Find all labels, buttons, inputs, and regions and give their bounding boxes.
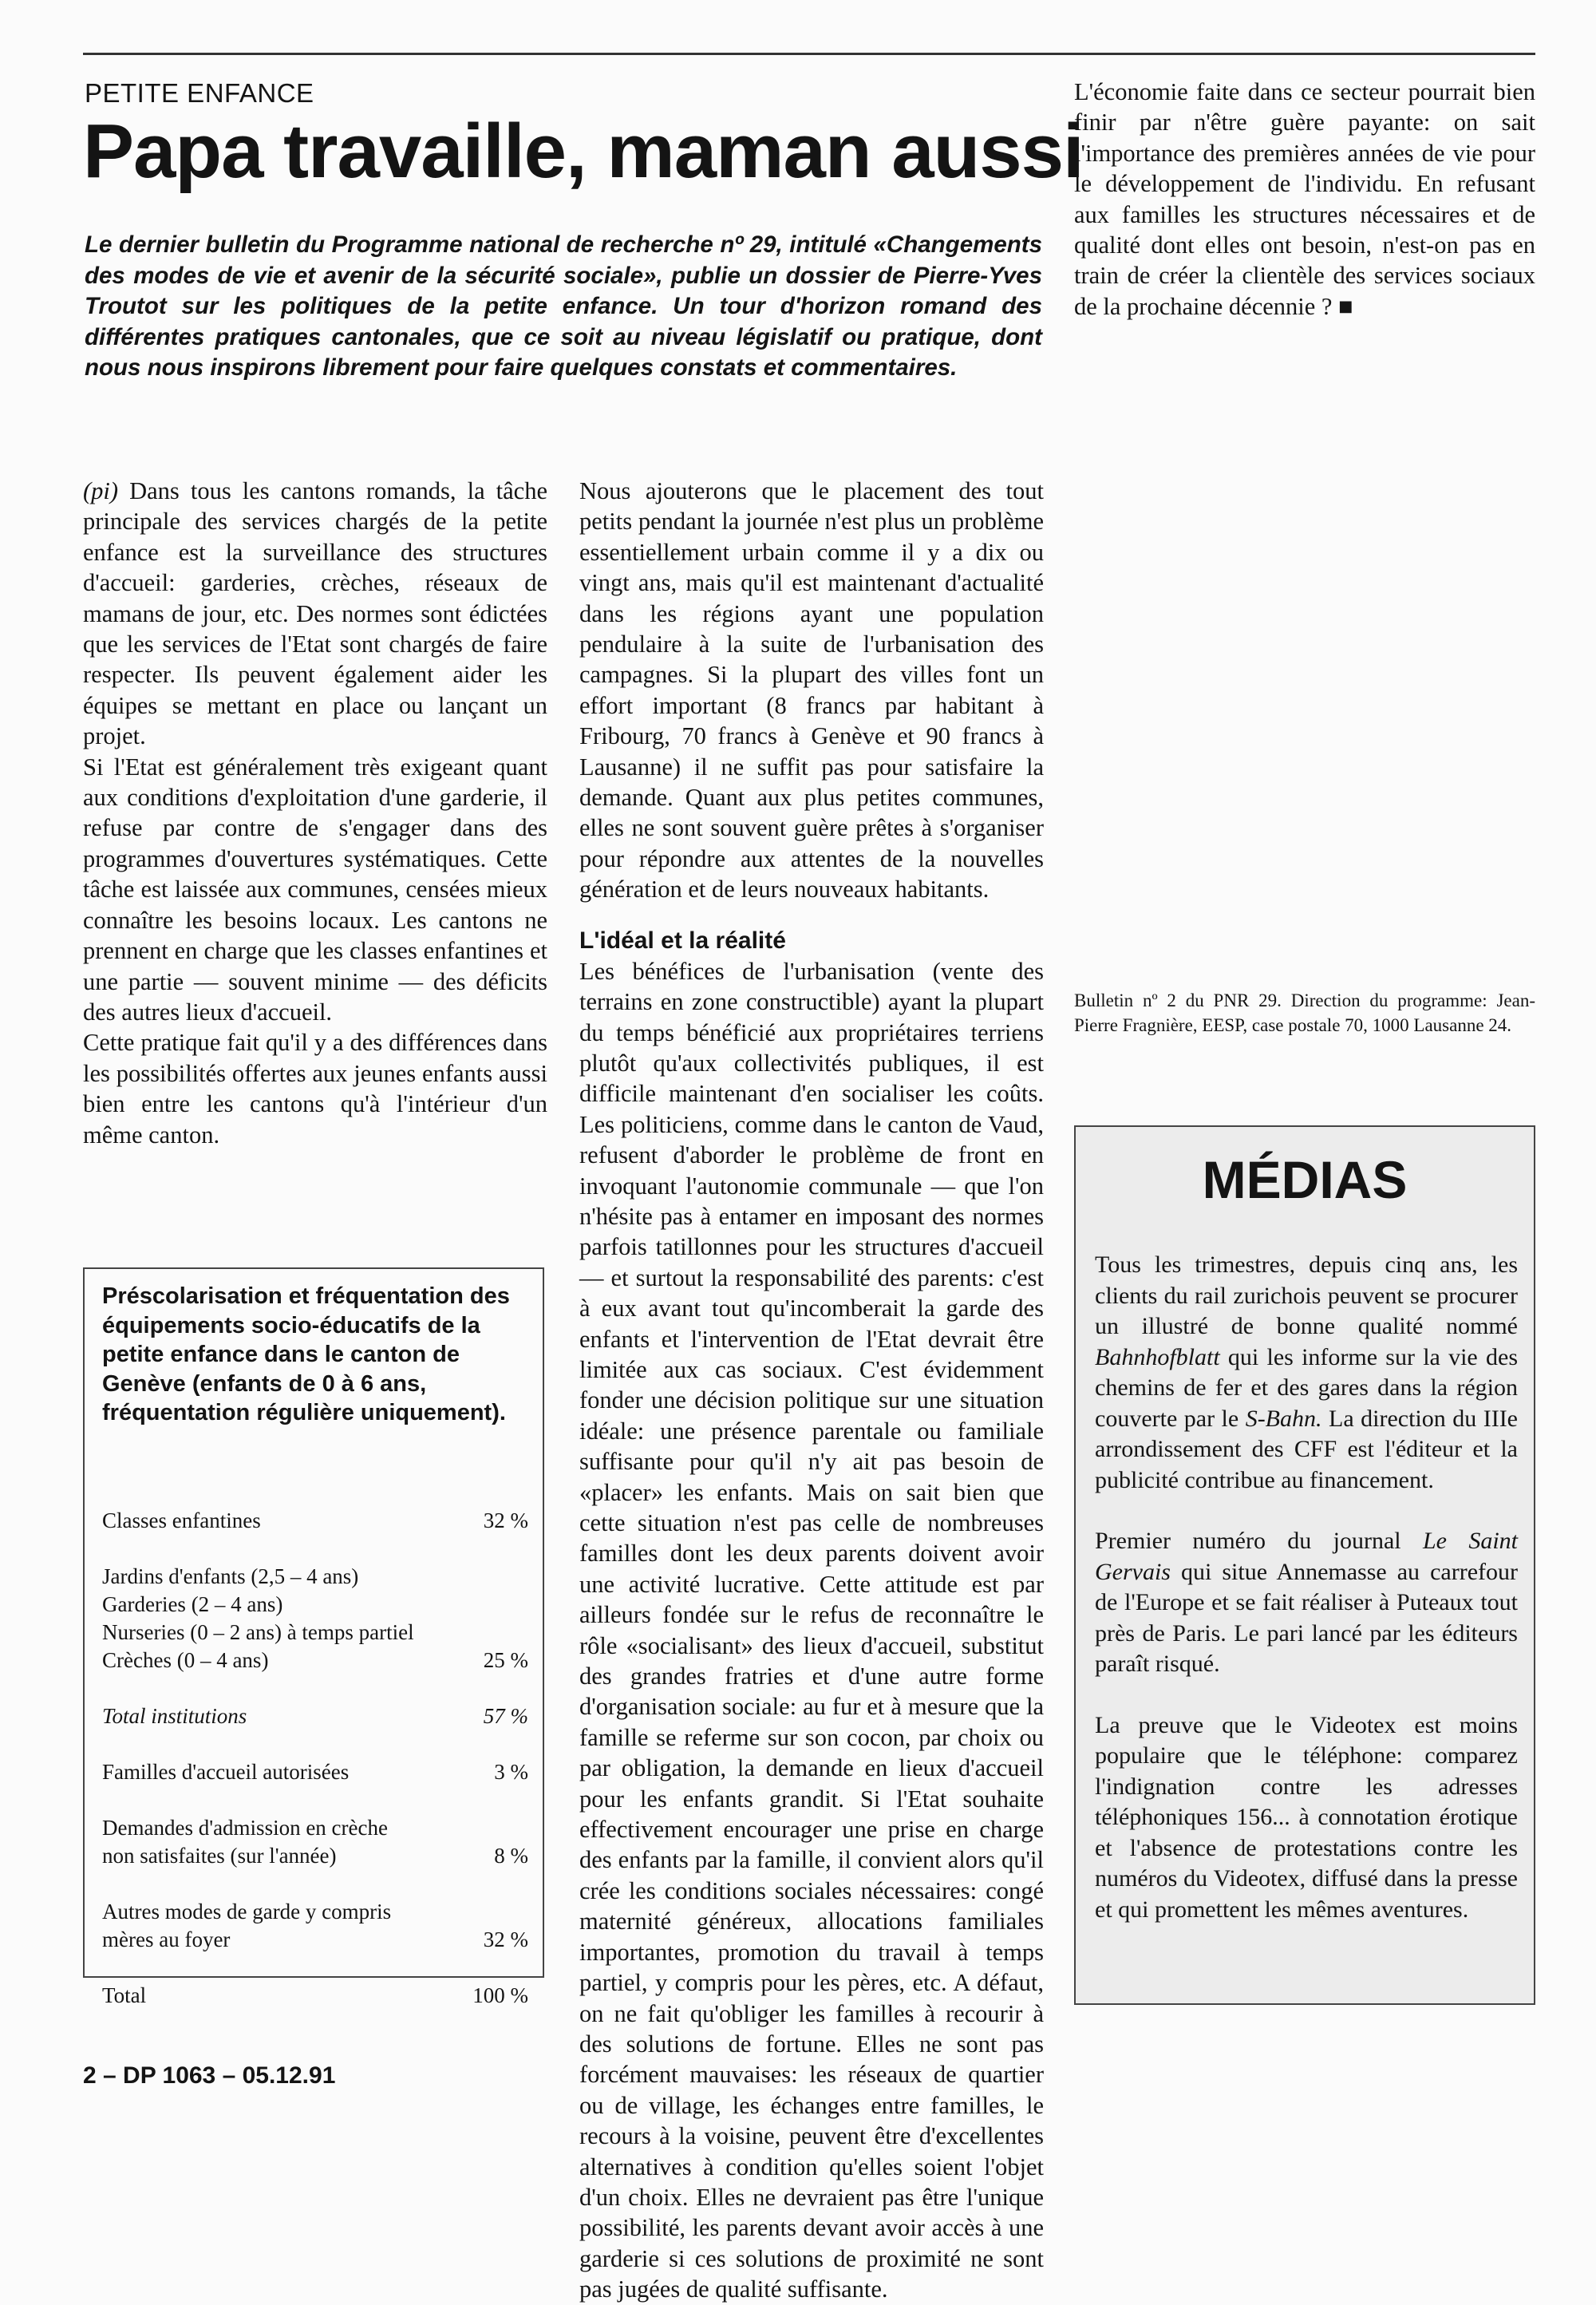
section-kicker: PETITE ENFANCE [85, 78, 314, 108]
stat-row: Classes enfantines 32 % [102, 1508, 528, 1532]
source-note: Bulletin nº 2 du PNR 29. Direction du programme: Jean-Pierre Fragnière, EESP, case postale 70, 1000 Lausanne 24. [1074, 990, 1535, 1035]
byline: (pi) [83, 477, 119, 504]
stat-row: Autres modes de garde y compris [102, 1900, 392, 1923]
medias-item-3: La preuve que le Videotex est moins populaire que le téléphone: comparez l'indignation contre les adresses téléphoniques 156... à connotation érotique et l'absence de protestations contre les numéros du Videotex, diffusé dans la presse et qui promettent les mêmes aventures. [1095, 1711, 1518, 1923]
medias-item-1: Tous les trimestres, depuis cinq ans, les clients du rail zurichois peuvent se procurer un illustré de bonne qualité nommé Bahnhofblatt qui les informe sur la vie des chemins de fer et des gares dans la région couverte par le S-Bahn. La direction du IIIe arrondissement des CFF est l'éditeur et la publicité contribue au financement. [1095, 1251, 1518, 1493]
paragraph-1: (pi) Dans tous les cantons romands, la tâche principale des services chargés de la petite enfance est la surveillance des structures d'accueil: garderies, crèches, réseaux de mamans de jour, etc. Des normes sont édictées que les services de l'Etat sont chargés de faire respecter. Ils peuvent également aider les équipes se mettant en place ou lançant un projet. [83, 477, 548, 750]
stat-row-total: Total 100 % [102, 1983, 528, 2007]
medias-item-2: Premier numéro du journal Le Saint Gervais qui situe Annemasse au carrefour de l'Europe et se fait réaliser à Puteaux tout près de Paris. Le pari lancé par les éditeurs paraît risqué. [1095, 1528, 1519, 1677]
paragraph-5: Les bénéfices de l'urbanisation (vente des terrains en zone constructible) ayant la plupart du temps bénéficié aux propriétaires terriens plutôt qu'aux collectivités publiques, il est difficile maintenant d'en socialiser les coûts. Les politiciens, comme dans le canton de Vaud, refusent d'aborder le problème de front en invoquant l'autonomie communale — que l'on n'hésite pas à entamer en imposant des normes parfois tatillonnes pour les structures d'accueil — et surtout la responsabilité des parents: c'est à eux avant tout qu'incomberait la garde des enfants et l'intervention de l'Etat devrait être limitée aux cas sociaux. C'est évidemment fonder une décision politique sur une situation idéale: une présence parentale ou familiale suffisante pour qu'il n'y ait pas besoin de «placer» les enfants. Mais on sait bien que cette situation n'est pas celle de nombreuses familles dont les deux parents doivent avoir une activité lucrative. Cette attitude est par ailleurs fondée sur le refus de reconnaître le rôle «socialisant» des lieux d'accueil, substitut des grandes fratries et d'une autre forme d'organisation sociale: au fur et à mesure que la famille se referme sur son cocon, par choix ou par obligation, la demande en lieux d'accueil pour les enfants grandit. Si l'Etat souhaite effectivement encourager une prise en charge des enfants par la famille, il convient alors qu'il crée les conditions sociales nécessaires: congé maternité généreux, allocations familiales importantes, promotion du travail à temps partiel, y compris pour les pères, etc. A défaut, on ne fait qu'obliger les familles à recourir à des solutions de fortune. Elles ne sont pas forcément mauvaises: les réseaux de quartier ou de village, les échanges entre familles, le recours à la voisine, peuvent être d'excellentes alternatives à condition qu'elles soient l'objet d'un choix. Elles ne devraient pas être l'unique possibilité, les parents devant avoir accès à une garderie si ces solutions de proximité ne sont pas jugées de qualité suffisante. [579, 957, 1044, 2303]
end-mark-icon: ■ [1338, 292, 1353, 320]
article-lead: Le dernier bulletin du Programme national de recherche nº 29, intitulé «Changements des modes de vie et avenir de la sécurité sociale», publie un dossier de Pierre-Yves Troutot sur les politiques de la petite enfance. Un tour d'horizon romand des différentes pratiques cantonales, que ce soit au niveau législatif ou pratique, dont nous nous inspirons librement pour faire quelques constats et commentaires. [85, 231, 1042, 381]
stat-row: Demandes d'admission en crèche [102, 1816, 388, 1840]
medias-box [1074, 1125, 1535, 2005]
medias-title: MÉDIAS [1202, 1150, 1408, 1209]
paragraph-6: L'économie faite dans ce secteur pourrait bien finir par n'être guère payante: on sait l'importance des premières années de vie pour le développement de l'individu. En refusant aux familles les structures nécessaires et de qualité dont elles ont besoin, n'est-on pas en train de créer la clientèle des services sociaux de la prochaine décennie ? ■ [1074, 78, 1535, 320]
top-rule [83, 53, 1535, 55]
article-headline: Papa travaille, maman aussi [83, 109, 1084, 194]
paragraph-3: Cette pratique fait qu'il y a des différences dans les possibilités offertes aux jeunes enfants aussi bien entre les cantons qu'à l'intérieur d'un même canton. [83, 1029, 547, 1149]
stat-row-subtotal: Total institutions 57 % [102, 1704, 528, 1728]
stat-row: Familles d'accueil autorisées 3 % [102, 1760, 528, 1784]
stat-row: Jardins d'enfants (2,5 – 4 ans) [102, 1564, 359, 1588]
article-column-3 [1074, 77, 1535, 322]
medias-body [1095, 1250, 1518, 1955]
page-footer: 2 – DP 1063 – 05.12.91 [83, 2062, 336, 2089]
statistics-box [83, 1267, 544, 2007]
paragraph-2: Si l'Etat est généralement très exigeant quant aux conditions d'exploitation d'une garderie, il refuse par contre de s'engager dans des programmes d'ouvertures systématiques. Cette tâche est laissée aux communes, censées mieux connaître les besoins locaux. Les cantons ne prennent en charge que les classes enfantines et une partie — souvent minime — des déficits des autres lieux d'accueil. [83, 753, 547, 1026]
stat-row: Crèches (0 – 4 ans) 25 % [102, 1648, 528, 1672]
subheading: L'idéal et la réalité [579, 927, 786, 954]
article-column-2 [579, 476, 1044, 2305]
stat-row: Garderies (2 – 4 ans) [102, 1592, 283, 1616]
statistics-list [102, 1507, 528, 2010]
article-column-1 [83, 476, 547, 1150]
paragraph-4: Nous ajouterons que le placement des tout petits pendant la journée n'est plus un problème essentiellement urbain comme il y a dix ou vingt ans, mais qu'il est maintenant d'actualité dans les régions ayant une population pendulaire à la suite de l'urbanisation des campagnes. Si la plupart des villes font un effort important (8 francs par habitant à Fribourg, 70 francs à Genève et 90 francs à Lausanne) il ne suffit pas pour satisfaire la demande. Quant aux plus petites communes, elles ne sont souvent guère prêtes à s'organiser pour répondre aux attentes de la nouvelles génération et de leurs nouveaux habitants. [579, 477, 1044, 903]
statistics-title: Préscolarisation et fréquentation des équipements socio-éducatifs de la petite enfance dans le canton de Genève (enfants de 0 à 6 ans, fréquentation régulière uniquement). [102, 1283, 510, 1425]
stat-row: mères au foyer 32 % [102, 1927, 528, 1951]
stat-row: non satisfaites (sur l'année) 8 % [102, 1844, 528, 1868]
stat-row: Nurseries (0 – 2 ans) à temps partiel [102, 1620, 414, 1644]
